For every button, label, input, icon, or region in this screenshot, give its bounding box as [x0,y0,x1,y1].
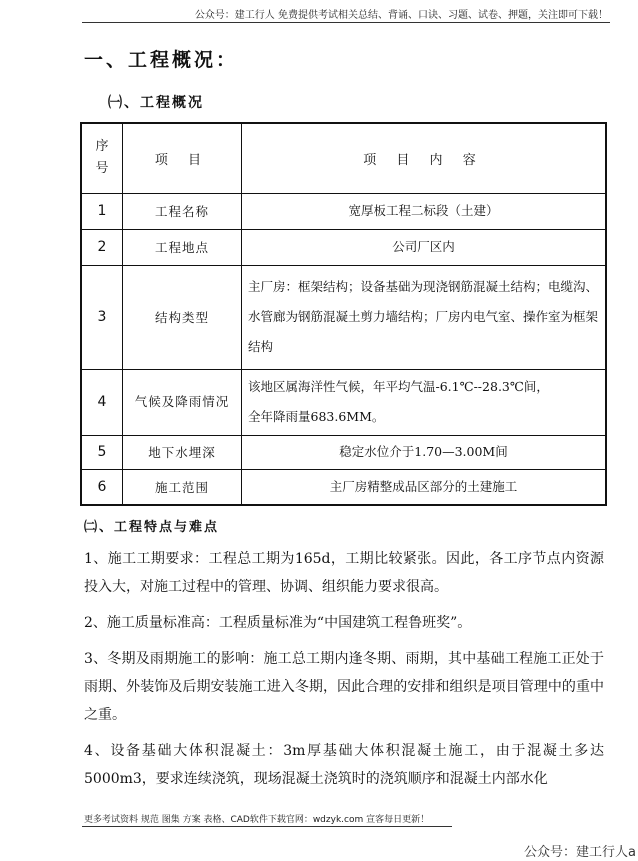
header-no [81,123,123,193]
row-no: 2 [81,229,123,265]
paragraph: 2、施工质量标准高：工程质量标准为“中国建筑工程鲁班奖”。 [84,615,472,631]
table-row [81,193,606,229]
overview-subtitle: ㈠、工程概况 [108,95,204,111]
row-item: 工程地点 [123,229,242,265]
watermark: 公众号：建工行人a [524,845,636,860]
row-no: 3 [81,265,123,369]
row-item: 气候及降雨情况 [123,369,242,435]
paragraph: 1、施工工期要求：工程总工期为165d，工期比较紧张。因此，各工序节点内资源投入大，对施工过程中的管理、协调、组织能力要求很高。 [84,551,604,595]
footer-divider [82,826,452,827]
table-row [81,469,606,505]
header-item: 项 目 [123,123,242,193]
row-content: 稳定水位介于1.70—3.00M间 [242,435,607,469]
row-content: 宽厚板工程二标段（土建） [242,193,607,229]
paragraph: 4、设备基础大体积混凝土：3m厚基础大体积混凝土施工，由于混凝土多达5000m3，要求连续浇筑，现场混凝土浇筑时的浇筑顺序和混凝土内部水化 [84,743,604,787]
row-content [242,369,607,435]
table-row [81,435,606,469]
section-title: 一、工程概况： [84,49,239,71]
row-item: 工程名称 [123,193,242,229]
table-row [81,229,606,265]
header-content: 项 目 内 容 [242,123,607,193]
row-content-line: 全年降雨量683.6MM。 [248,409,385,424]
table-header-row [81,123,606,193]
row-no: 6 [81,469,123,505]
row-item: 施工范围 [123,469,242,505]
table-row [81,265,606,369]
row-no: 4 [81,369,123,435]
footer-text: 更多考试资料 规范 图集 方案 表格、CAD软件下载官网：wdzyk.com 宣客每日更新！ [84,815,430,825]
header-no-label: 序号 [95,139,109,177]
features-subtitle: ㈡、工程特点与难点 [84,520,220,535]
project-overview-table [80,122,607,506]
header-divider [82,22,610,23]
row-no: 1 [81,193,123,229]
features-body [84,545,604,801]
header-banner: 公众号：建工行人 免费提供考试相关总结、背诵、口诀、习题、试卷、押题，关注即可下载！ [194,10,608,21]
row-item: 结构类型 [123,265,242,369]
paragraph: 3、冬期及雨期施工的影响：施工总工期内逢冬期、雨期，其中基础工程施工正处于雨期、外装饰及后期安装施工进入冬期，因此合理的安排和组织是项目管理中的重中之重。 [84,651,604,723]
row-content-line: 该地区属海洋性气候，年平均气温-6.1℃--28.3℃间， [248,379,549,394]
row-no: 5 [81,435,123,469]
row-item: 地下水埋深 [123,435,242,469]
table-row [81,369,606,435]
row-content: 主厂房：框架结构；设备基础为现浇钢筋混凝土结构；电缆沟、水管廊为钢筋混凝土剪力墙结构；厂房内电气室、操作室为框架结构 [242,265,607,369]
row-content: 主厂房精整成品区部分的土建施工 [242,469,607,505]
row-content: 公司厂区内 [242,229,607,265]
